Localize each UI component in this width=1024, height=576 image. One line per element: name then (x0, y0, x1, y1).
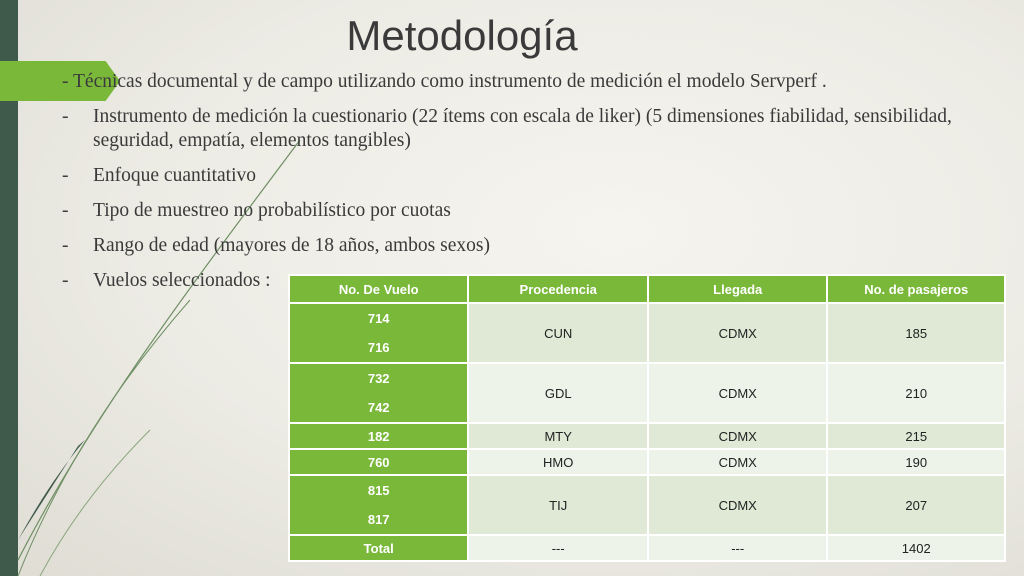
passengers-cell: 210 (827, 363, 1005, 423)
bullet-list (62, 70, 962, 304)
origin-cell: CUN (468, 303, 648, 363)
table-row (289, 475, 1005, 535)
bullet-marker: - (62, 235, 69, 256)
table-header-row (289, 275, 1005, 303)
flight-number: 742 (367, 400, 390, 415)
bullet-item (62, 70, 962, 94)
destination-cell: --- (648, 535, 827, 561)
bullet-text: Rango de edad (mayores de 18 años, ambos sexos) (93, 235, 490, 256)
table-total-row (289, 535, 1005, 561)
header-destination: Llegada (648, 275, 827, 303)
destination-cell: CDMX (648, 449, 827, 475)
flight-number-cell: 182 (289, 423, 468, 449)
bullet-marker: - (62, 270, 69, 291)
bullet-item (62, 234, 962, 258)
flights-table (288, 274, 1006, 562)
bullet-marker: - (62, 165, 69, 186)
flight-number: 732 (367, 371, 390, 386)
flight-number: 817 (367, 512, 390, 527)
origin-cell: --- (468, 535, 648, 561)
bullet-item (62, 105, 962, 153)
flight-number: 815 (367, 483, 390, 498)
destination-cell: CDMX (648, 363, 827, 423)
flight-number-cell (289, 363, 468, 423)
flight-number: 716 (367, 340, 390, 355)
origin-cell: TIJ (468, 475, 648, 535)
flight-number-cell: 760 (289, 449, 468, 475)
total-passengers-cell: 1402 (827, 535, 1005, 561)
destination-cell: CDMX (648, 423, 827, 449)
bullet-text: - Técnicas documental y de campo utilizando como instrumento de medición el modelo Servperf . (62, 71, 827, 92)
destination-cell: CDMX (648, 303, 827, 363)
bullet-text: Instrumento de medición la cuestionario (22 ítems con escala de liker) (5 dimensiones fiabilidad, sensibilidad, seguridad, empatía, elementos tangibles) (93, 106, 952, 151)
passengers-cell: 215 (827, 423, 1005, 449)
bullet-text: Vuelos seleccionados : (93, 270, 271, 291)
bullet-marker: - (62, 200, 69, 221)
flight-number: 714 (367, 311, 390, 326)
origin-cell: MTY (468, 423, 648, 449)
bullet-marker: - (62, 106, 69, 127)
header-origin: Procedencia (468, 275, 648, 303)
flight-number-cell (289, 475, 468, 535)
table-row (289, 449, 1005, 475)
flight-number-cell (289, 303, 468, 363)
bullet-item (62, 199, 962, 223)
destination-cell: CDMX (648, 475, 827, 535)
table-row (289, 363, 1005, 423)
passengers-cell: 190 (827, 449, 1005, 475)
table-row (289, 423, 1005, 449)
origin-cell: HMO (468, 449, 648, 475)
total-label-cell: Total (289, 535, 468, 561)
slide-title: Metodología (346, 12, 578, 59)
origin-cell: GDL (468, 363, 648, 423)
bullet-item (62, 164, 962, 188)
header-flight-number: No. De Vuelo (289, 275, 468, 303)
bullet-text: Tipo de muestreo no probabilístico por cuotas (93, 200, 451, 221)
table-row (289, 303, 1005, 363)
passengers-cell: 207 (827, 475, 1005, 535)
header-passengers: No. de pasajeros (827, 275, 1005, 303)
bullet-text: Enfoque cuantitativo (93, 165, 256, 186)
passengers-cell: 185 (827, 303, 1005, 363)
